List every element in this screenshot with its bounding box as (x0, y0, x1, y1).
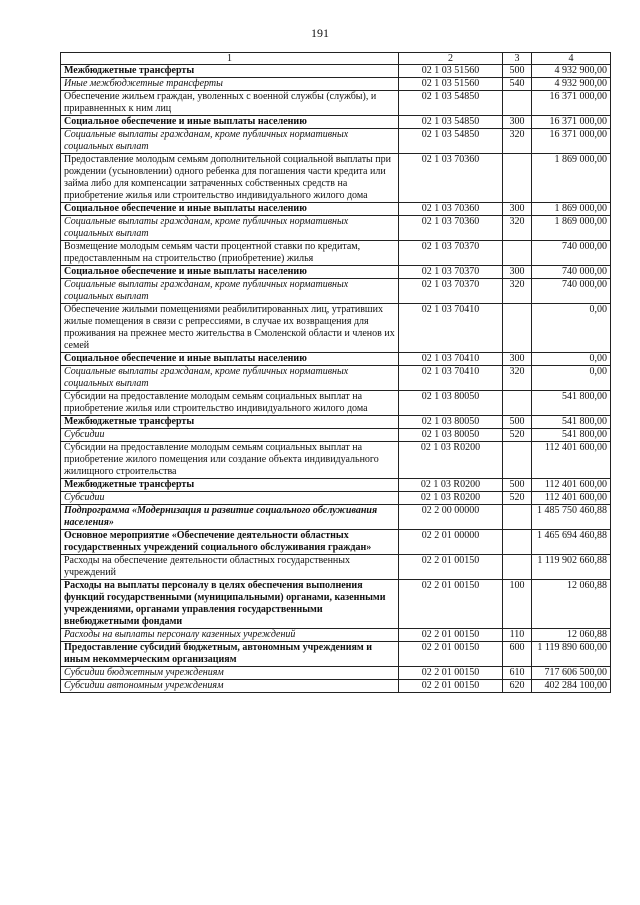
table-row (61, 216, 611, 241)
target-article-code-cell: 02 1 03 R0200 (399, 442, 503, 479)
target-article-code-cell: 02 2 01 00150 (399, 680, 503, 693)
target-article-code-cell: 02 1 03 70360 (399, 216, 503, 241)
target-article-code-cell: 02 2 01 00150 (399, 629, 503, 642)
expense-name-cell: Субсидии бюджетным учреждениям (61, 667, 399, 680)
column-number: 3 (503, 53, 532, 65)
target-article-code-cell: 02 1 03 51560 (399, 65, 503, 78)
target-article-code-cell: 02 1 03 R0200 (399, 492, 503, 505)
table-row (61, 353, 611, 366)
expense-type-code-cell: 520 (503, 492, 532, 505)
expense-type-code-cell: 600 (503, 642, 532, 667)
expense-name-cell: Расходы на обеспечение деятельности областных государственных учреждений (61, 555, 399, 580)
target-article-code-cell: 02 1 03 80050 (399, 416, 503, 429)
table-row (61, 65, 611, 78)
target-article-code-cell: 02 1 03 70410 (399, 304, 503, 353)
expense-type-code-cell: 500 (503, 65, 532, 78)
expense-type-code-cell: 320 (503, 279, 532, 304)
target-article-code-cell: 02 1 03 70370 (399, 241, 503, 266)
expense-type-code-cell (503, 304, 532, 353)
table-row (61, 304, 611, 353)
amount-cell: 4 932 900,00 (532, 65, 611, 78)
target-article-code-cell: 02 1 03 70410 (399, 353, 503, 366)
expense-name-cell: Обеспечение жильем граждан, уволенных с военной службы (службы), и приравненных к ним лиц (61, 91, 399, 116)
column-number: 1 (61, 53, 399, 65)
expense-type-code-cell (503, 505, 532, 530)
expense-name-cell: Социальные выплаты гражданам, кроме публичных нормативных социальных выплат (61, 129, 399, 154)
amount-cell: 4 932 900,00 (532, 78, 611, 91)
expense-name-cell: Социальное обеспечение и иные выплаты населению (61, 353, 399, 366)
table-row (61, 416, 611, 429)
expense-name-cell: Подпрограмма «Модернизация и развитие социального обслуживания населения» (61, 505, 399, 530)
table-row (61, 580, 611, 629)
amount-cell: 16 371 000,00 (532, 129, 611, 154)
table-row (61, 129, 611, 154)
amount-cell: 0,00 (532, 366, 611, 391)
amount-cell: 1 119 902 660,88 (532, 555, 611, 580)
expense-name-cell: Обеспечение жилыми помещениями реабилитированных лиц, утративших жилые помещения в связи с репрессиями, в случае их возвращения для проживания на прежнее место жительства в Смоленской области и членов их семей (61, 304, 399, 353)
table-row (61, 91, 611, 116)
expense-name-cell: Социальное обеспечение и иные выплаты населению (61, 203, 399, 216)
amount-cell: 1 119 890 600,00 (532, 642, 611, 667)
expense-type-code-cell: 320 (503, 366, 532, 391)
expense-type-code-cell: 500 (503, 416, 532, 429)
expense-type-code-cell (503, 442, 532, 479)
amount-cell: 1 465 694 460,88 (532, 530, 611, 555)
expense-name-cell: Расходы на выплаты персоналу казенных учреждений (61, 629, 399, 642)
target-article-code-cell: 02 1 03 80050 (399, 391, 503, 416)
target-article-code-cell: 02 2 01 00150 (399, 555, 503, 580)
amount-cell: 112 401 600,00 (532, 442, 611, 479)
target-article-code-cell: 02 2 00 00000 (399, 505, 503, 530)
amount-cell: 1 869 000,00 (532, 216, 611, 241)
expense-type-code-cell: 320 (503, 216, 532, 241)
expense-name-cell: Субсидии (61, 492, 399, 505)
amount-cell: 112 401 600,00 (532, 479, 611, 492)
amount-cell: 1 869 000,00 (532, 154, 611, 203)
column-number: 2 (399, 53, 503, 65)
expense-name-cell: Основное мероприятие «Обеспечение деятельности областных государственных учреждений социального обслуживания граждан» (61, 530, 399, 555)
expense-type-code-cell (503, 530, 532, 555)
expense-name-cell: Межбюджетные трансферты (61, 416, 399, 429)
expense-name-cell: Предоставление субсидий бюджетным, автономным учреждениям и иным некоммерческим организациям (61, 642, 399, 667)
expense-type-code-cell: 110 (503, 629, 532, 642)
column-number-row (61, 53, 611, 65)
expense-name-cell: Межбюджетные трансферты (61, 479, 399, 492)
expense-name-cell: Субсидии на предоставление молодым семьям социальных выплат на приобретение жилого помещения или создание объекта индивидуального жилищного строительства (61, 442, 399, 479)
table-row (61, 442, 611, 479)
amount-cell: 1 869 000,00 (532, 203, 611, 216)
target-article-code-cell: 02 1 03 R0200 (399, 479, 503, 492)
amount-cell: 16 371 000,00 (532, 91, 611, 116)
table-row (61, 154, 611, 203)
amount-cell: 16 371 000,00 (532, 116, 611, 129)
amount-cell: 541 800,00 (532, 416, 611, 429)
target-article-code-cell: 02 2 01 00150 (399, 667, 503, 680)
table-row (61, 266, 611, 279)
table-row (61, 505, 611, 530)
amount-cell: 740 000,00 (532, 241, 611, 266)
amount-cell: 541 800,00 (532, 391, 611, 416)
target-article-code-cell: 02 1 03 70370 (399, 266, 503, 279)
expense-name-cell: Предоставление молодым семьям дополнительной социальной выплаты при рождении (усыновлении) одного ребенка для погашения части кредита или займа либо для компенсации затраченных собственных средств на приобретение жилья или строительство индивидуального жилого дома (61, 154, 399, 203)
amount-cell: 12 060,88 (532, 580, 611, 629)
expense-name-cell: Социальные выплаты гражданам, кроме публичных нормативных социальных выплат (61, 366, 399, 391)
expense-name-cell: Иные межбюджетные трансферты (61, 78, 399, 91)
expense-name-cell: Социальные выплаты гражданам, кроме публичных нормативных социальных выплат (61, 279, 399, 304)
expense-type-code-cell: 100 (503, 580, 532, 629)
amount-cell: 0,00 (532, 304, 611, 353)
target-article-code-cell: 02 1 03 70410 (399, 366, 503, 391)
target-article-code-cell: 02 2 01 00150 (399, 642, 503, 667)
amount-cell: 541 800,00 (532, 429, 611, 442)
expense-name-cell: Субсидии автономным учреждениям (61, 680, 399, 693)
table-row (61, 555, 611, 580)
expense-name-cell: Расходы на выплаты персоналу в целях обеспечения выполнения функций государственными (муниципальными) органами, казенными учреждениями, органами управления государственными внебюджетными фондами (61, 580, 399, 629)
target-article-code-cell: 02 1 03 70360 (399, 154, 503, 203)
table-row (61, 279, 611, 304)
target-article-code-cell: 02 2 01 00150 (399, 580, 503, 629)
target-article-code-cell: 02 1 03 51560 (399, 78, 503, 91)
table-row (61, 492, 611, 505)
amount-cell: 402 284 100,00 (532, 680, 611, 693)
expense-type-code-cell: 300 (503, 266, 532, 279)
target-article-code-cell: 02 1 03 54850 (399, 129, 503, 154)
expense-name-cell: Субсидии (61, 429, 399, 442)
target-article-code-cell: 02 1 03 54850 (399, 91, 503, 116)
amount-cell: 740 000,00 (532, 279, 611, 304)
amount-cell: 112 401 600,00 (532, 492, 611, 505)
amount-cell: 740 000,00 (532, 266, 611, 279)
expense-name-cell: Субсидии на предоставление молодым семьям социальных выплат на приобретение жилья или строительство индивидуального жилого дома (61, 391, 399, 416)
expense-type-code-cell: 620 (503, 680, 532, 693)
target-article-code-cell: 02 1 03 70370 (399, 279, 503, 304)
table-row (61, 78, 611, 91)
table-row (61, 391, 611, 416)
expense-type-code-cell (503, 241, 532, 266)
table-row (61, 429, 611, 442)
table-row (61, 116, 611, 129)
expense-type-code-cell: 300 (503, 203, 532, 216)
expense-name-cell: Межбюджетные трансферты (61, 65, 399, 78)
amount-cell: 717 606 500,00 (532, 667, 611, 680)
expense-type-code-cell: 300 (503, 116, 532, 129)
target-article-code-cell: 02 1 03 54850 (399, 116, 503, 129)
expense-type-code-cell: 300 (503, 353, 532, 366)
table-row (61, 642, 611, 667)
expense-name-cell: Социальное обеспечение и иные выплаты населению (61, 116, 399, 129)
page-number: 191 (311, 26, 329, 40)
amount-cell: 12 060,88 (532, 629, 611, 642)
expense-type-code-cell (503, 555, 532, 580)
expense-name-cell: Возмещение молодым семьям части процентной ставки по кредитам, предоставленным на строительство (приобретение) жилья (61, 241, 399, 266)
table-row (61, 479, 611, 492)
expense-type-code-cell: 320 (503, 129, 532, 154)
budget-table (60, 52, 611, 693)
budget-table-body (61, 53, 611, 693)
table-row (61, 366, 611, 391)
column-number: 4 (532, 53, 611, 65)
expense-type-code-cell: 500 (503, 479, 532, 492)
expense-name-cell: Социальное обеспечение и иные выплаты населению (61, 266, 399, 279)
expense-type-code-cell: 540 (503, 78, 532, 91)
target-article-code-cell: 02 1 03 70360 (399, 203, 503, 216)
expense-type-code-cell: 520 (503, 429, 532, 442)
amount-cell: 0,00 (532, 353, 611, 366)
expense-type-code-cell (503, 391, 532, 416)
expense-name-cell: Социальные выплаты гражданам, кроме публичных нормативных социальных выплат (61, 216, 399, 241)
table-row (61, 203, 611, 216)
table-row (61, 680, 611, 693)
table-row (61, 241, 611, 266)
target-article-code-cell: 02 2 01 00000 (399, 530, 503, 555)
expense-type-code-cell: 610 (503, 667, 532, 680)
target-article-code-cell: 02 1 03 80050 (399, 429, 503, 442)
expense-type-code-cell (503, 154, 532, 203)
table-row (61, 629, 611, 642)
table-row (61, 530, 611, 555)
amount-cell: 1 485 750 460,88 (532, 505, 611, 530)
table-row (61, 667, 611, 680)
expense-type-code-cell (503, 91, 532, 116)
